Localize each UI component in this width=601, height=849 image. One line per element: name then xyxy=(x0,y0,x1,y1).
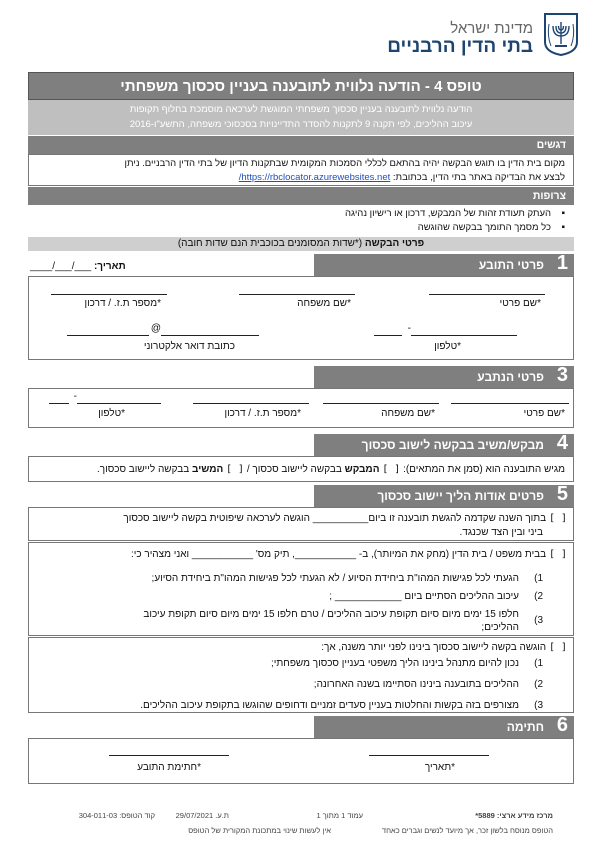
request-details-bar xyxy=(28,237,574,251)
request-date-label: תאריך: xyxy=(93,261,126,272)
section-5-title: פרטים אודות הליך יישוב סכסוך xyxy=(377,489,544,503)
section-5-header xyxy=(314,485,574,507)
defendant-first-name-input[interactable] xyxy=(451,392,569,404)
section-3-title: פרטי הנתבע xyxy=(477,370,544,384)
defendant-id-label: *מספר ת.ז. / דרכון xyxy=(224,408,301,419)
b-item-2-text: עיכוב ההליכים הסתיים ביום ____________ ; xyxy=(329,591,519,602)
footer-date: ת.ע. 29/07/2021 xyxy=(175,811,229,820)
request-date-input[interactable]: ___/___/____ xyxy=(30,261,92,272)
b-item-3-text2: ההליכים; xyxy=(481,622,519,633)
plaintiff-phone-input[interactable] xyxy=(411,324,517,336)
plaintiff-phone-dash: - xyxy=(407,323,411,334)
emphasis-heading: דגשים xyxy=(28,136,574,154)
c-item-1-num: 1) xyxy=(534,658,543,669)
b-item-3-num: 3) xyxy=(534,615,543,626)
attachment-item-2: ▪ כל מסמך התומך בבקשה שהוגשה xyxy=(418,222,551,233)
section-1-title: פרטי התובע xyxy=(478,258,544,272)
request-date-row xyxy=(30,260,126,273)
signature-date-input[interactable] xyxy=(369,744,489,756)
court-declaration-checkbox[interactable]: [ ] xyxy=(548,549,567,560)
section-3-number: 3 xyxy=(556,364,568,386)
c-item-1-text: נכון להיום מתנהל בינינו הליך משפטי בעניין סכסוך משפחתי; xyxy=(270,658,519,669)
c-item-2-text: ההליכים בתובענה בינינו הסתיימו בשנה האחרונה; xyxy=(313,679,519,690)
respondent-option-label: המשיב xyxy=(192,464,224,475)
old-request-checkbox[interactable]: [ ] xyxy=(548,642,567,653)
section-4-number: 4 xyxy=(556,432,568,454)
org-state-name: מדינת ישראל xyxy=(450,20,533,37)
section-3-header xyxy=(314,366,574,388)
footer-form-code: קוד הטופס: 304-011-03 xyxy=(78,811,155,820)
plaintiff-email-at: @ xyxy=(150,323,161,334)
prior-request-line-2: ביני ובין הצד שכנגד. xyxy=(459,527,543,538)
c-item-3-text: מצורפים בזה בקשות והחלטות בעניין סעדים זמניים ודחופים שהוגשו בתקופת עיכוב ההליכים. xyxy=(140,700,519,711)
section-4-row xyxy=(97,463,565,476)
plaintiff-id-label: *מספר ת.ז. / דרכון xyxy=(84,298,161,309)
section-1-number: 1 xyxy=(556,252,568,274)
defendant-last-name-label: *שם משפחה xyxy=(381,408,435,419)
section-5c-row xyxy=(321,641,567,654)
c-item-2-num: 2) xyxy=(534,679,543,690)
b-item-1-num: 1) xyxy=(534,573,543,584)
section-5-number: 5 xyxy=(556,483,568,505)
emphasis-box xyxy=(28,154,574,186)
defendant-id-input[interactable] xyxy=(193,392,309,404)
plaintiff-phone-prefix-input[interactable] xyxy=(374,324,402,336)
attachments-heading: צרופות xyxy=(28,187,574,205)
plaintiff-id-input[interactable] xyxy=(51,283,167,295)
footer-no-change-note: אין לעשות שינוי במתכונת המקורית של הטופס xyxy=(188,826,331,835)
attachment-item-1: ▪ העתק תעודת זהות של המבקש, דרכון או רישיון נהיגה xyxy=(345,208,551,219)
emphasis-line-1: מקום בית הדין בו תוגש הבקשה יהיה בהתאם לכללי הסמכות המקומית שבתקנות הדיון של בתי הדין הרבניים. ניתן xyxy=(124,158,565,169)
defendant-phone-dash: - xyxy=(73,391,77,402)
defendant-phone-label: *טלפון xyxy=(98,408,125,419)
section-6-number: 6 xyxy=(556,714,568,736)
required-note: (*שדות המסומנים בכוכבית הנם שדות חובה) xyxy=(177,238,363,249)
emphasis-line-2: לבצע את הבדיקה באתר בתי הדין, בכתובת: xyxy=(392,172,565,183)
defendant-phone-input[interactable] xyxy=(77,392,161,404)
b-item-3-text: חלפו 15 ימים מיום סיום תקופת עיכוב ההליכים / טרם חלפו 15 ימים מיום סיום תקופת עיכוב xyxy=(143,609,519,620)
footer-info-center: מרכז מידע ארצי: 5889* xyxy=(475,811,553,820)
b-item-2-num: 2) xyxy=(534,591,543,602)
respondent-option-rest: בבקשה ליישוב סכסוך. xyxy=(97,464,190,475)
plaintiff-email-user-input[interactable] xyxy=(67,324,149,336)
defendant-first-name-label: *שם פרטי xyxy=(523,408,565,419)
section-4-header xyxy=(314,434,574,456)
defendant-last-name-input[interactable] xyxy=(323,392,439,404)
section-6-title: חתימה xyxy=(506,720,544,734)
form-title: טופס 4 - הודעה נלווית לתובענה בעניין סכסוך משפחתי xyxy=(28,72,574,100)
intro-line-1: הודעה נלווית לתובענה בעניין סכסוך משפחתי המוגשת לערכאה מוסמכת בחלוף תקופות xyxy=(129,104,473,115)
defendant-phone-prefix-input[interactable] xyxy=(49,392,69,404)
emphasis-line-2-row xyxy=(37,171,565,185)
applicant-checkbox[interactable]: [ ] xyxy=(382,464,401,475)
plaintiff-last-name-input[interactable] xyxy=(239,283,355,295)
plaintiff-email-domain-input[interactable] xyxy=(161,324,259,336)
c-item-3-num: 3) xyxy=(534,700,543,711)
b-item-1-text: הגעתי לכל פגישות המהו"ת ביחידת הסיוע / לא הגעתי לכל פגישות המהו"ת ביחידת הסיוע; xyxy=(151,573,519,584)
section-6-header xyxy=(314,716,574,738)
plaintiff-last-name-label: *שם משפחה xyxy=(297,298,351,309)
org-courts-name: בתי הדין הרבניים xyxy=(387,36,533,57)
respondent-checkbox[interactable]: [ ] xyxy=(226,464,245,475)
request-details-label: פרטי הבקשה xyxy=(364,238,425,249)
prior-request-checkbox[interactable]: [ ] xyxy=(548,513,567,524)
section-5b-row xyxy=(131,548,567,561)
section-5a-row xyxy=(123,512,567,525)
court-declaration-line: בבית משפט / בית הדין (מחק את המיותר), ב- ___________, תיק מס' ___________ ואני מצהיר כי: xyxy=(130,549,547,560)
section-1-header xyxy=(314,254,574,276)
filer-role-prefix: מגיש התובענה הוא (סמן את המתאים): xyxy=(403,464,565,475)
plaintiff-signature-input[interactable] xyxy=(109,744,229,756)
plaintiff-signature-label: *חתימת התובע xyxy=(137,762,201,773)
prior-request-line-1: בתוך השנה שקדמה להגשת תובענה זו ביום__________ הוגשה לערכאה שיפוטית בקשה ליישוב סכסוך xyxy=(123,513,547,524)
applicant-option-rest: בבקשה ליישוב סכסוך / xyxy=(246,464,342,475)
applicant-option-label: המבקש xyxy=(344,464,380,475)
footer-gender-note: הטופס מנוסח בלשון זכר, אך מיועד לנשים וגברים כאחד xyxy=(381,826,553,835)
signature-date-label: *תאריך xyxy=(424,762,455,773)
section-4-title: מבקש/משיב בבקשה לישוב סכסוך xyxy=(361,438,544,452)
old-request-line: הוגשה בקשה ליישוב סכסוך בינינו לפני יותר משנה, אך: xyxy=(321,642,547,653)
plaintiff-first-name-label: *שם פרטי xyxy=(499,298,541,309)
menorah-emblem-icon xyxy=(543,12,579,56)
plaintiff-email-label: כתובת דואר אלקטרוני xyxy=(143,341,235,352)
footer-page: עמוד 1 מתוך 1 xyxy=(316,811,363,820)
plaintiff-first-name-input[interactable] xyxy=(429,283,545,295)
locator-link[interactable]: https://rbclocator.azurewebsites.net/ xyxy=(238,172,391,183)
plaintiff-phone-label: *טלפון xyxy=(434,341,461,352)
intro-line-2: עיכוב ההליכים, לפי תקנה 9 לתקנות להסדר התדיינויות בסכסוכי משפחה, התשע"ו-2016 xyxy=(129,119,473,130)
intro-box xyxy=(28,100,574,135)
